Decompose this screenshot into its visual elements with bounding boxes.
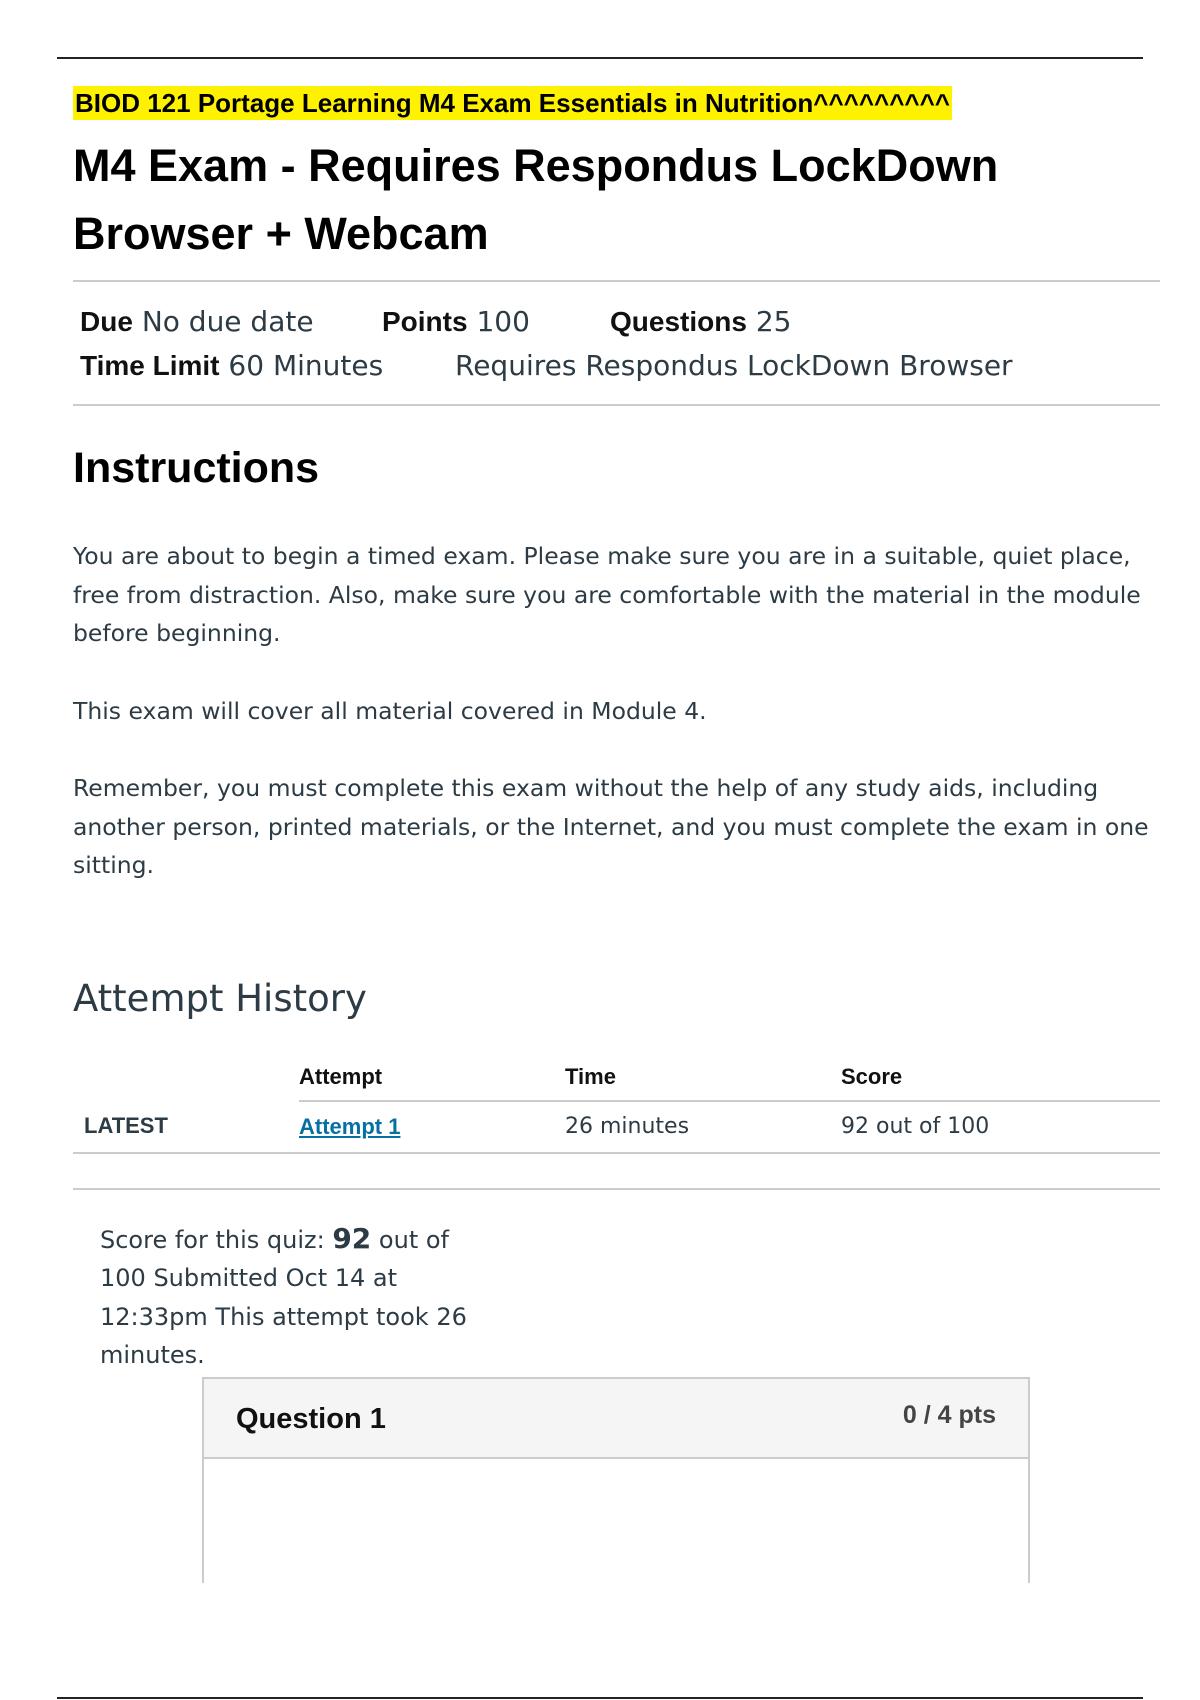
latest-tag: LATEST [73, 1101, 299, 1153]
question-header [204, 1379, 1028, 1459]
instructions-heading: Instructions [73, 444, 320, 492]
column-header-time: Time [565, 1054, 841, 1101]
quiz-details-row-1 [80, 300, 1153, 344]
instructions-paragraph: You are about to begin a timed exam. Please make sure you are in a suitable, quiet place, free from distraction. Also, make sure you are comfortable with the material in the module before beginning. [73, 542, 1141, 647]
quiz-details-row-2 [80, 344, 1153, 388]
score-value: 92 [332, 1221, 372, 1255]
time-limit-value: 60 Minutes [228, 349, 384, 382]
instructions-paragraph: This exam will cover all material covered in Module 4. [73, 696, 707, 725]
question-card [202, 1377, 1030, 1583]
lockdown-requirement: Requires Respondus LockDown Browser [455, 349, 1013, 382]
table-row [73, 1101, 1160, 1153]
highlighted-document-title: BIOD 121 Portage Learning M4 Exam Essentials in Nutrition^^^^^^^^^ [75, 88, 950, 118]
divider [73, 404, 1160, 406]
top-page-rule [57, 57, 1143, 59]
due-field [80, 300, 382, 344]
questions-label: Questions [610, 306, 747, 337]
score-summary [100, 1220, 480, 1375]
attempt-1-link[interactable]: Attempt 1 [299, 1113, 401, 1139]
time-limit-field [80, 344, 455, 388]
quiz-title: M4 Exam - Requires Respondus LockDown Browser + Webcam [73, 140, 999, 259]
points-value: 100 [476, 305, 530, 338]
score-prefix: Score for this quiz: [100, 1225, 333, 1254]
question-title: Question 1 [236, 1403, 386, 1435]
document-header [73, 86, 1160, 120]
points-field [382, 300, 610, 344]
score-summary-section [73, 1188, 1160, 1375]
instructions-paragraph: Remember, you must complete this exam without the help of any study aids, including another person, printed materials, or the Internet, and you must complete the exam in one sitting. [73, 774, 1149, 879]
column-header [73, 1054, 299, 1101]
time-limit-label: Time Limit [80, 350, 220, 381]
questions-value: 25 [755, 305, 792, 338]
question-points: 0 / 4 pts [902, 1401, 996, 1429]
column-header-score: Score [841, 1054, 1160, 1101]
score-cell: 92 out of 100 [841, 1101, 1160, 1153]
due-label: Due [80, 306, 133, 337]
bottom-page-rule [57, 1697, 1143, 1699]
attempt-history-table [73, 1054, 1160, 1154]
quiz-details [73, 282, 1160, 404]
points-label: Points [382, 306, 468, 337]
questions-field [610, 300, 791, 344]
table-header-row [73, 1054, 1160, 1101]
attempt-history-heading: Attempt History [73, 976, 367, 1020]
column-header-attempt: Attempt [299, 1054, 565, 1101]
time-cell: 26 minutes [565, 1101, 841, 1153]
score-suffix: out of 100 Submitted Oct 14 at 12:33pm This attempt took 26 minutes. [100, 1225, 467, 1369]
document-page [73, 86, 1160, 1375]
due-value: No due date [141, 305, 314, 338]
attempt-cell [299, 1101, 565, 1153]
